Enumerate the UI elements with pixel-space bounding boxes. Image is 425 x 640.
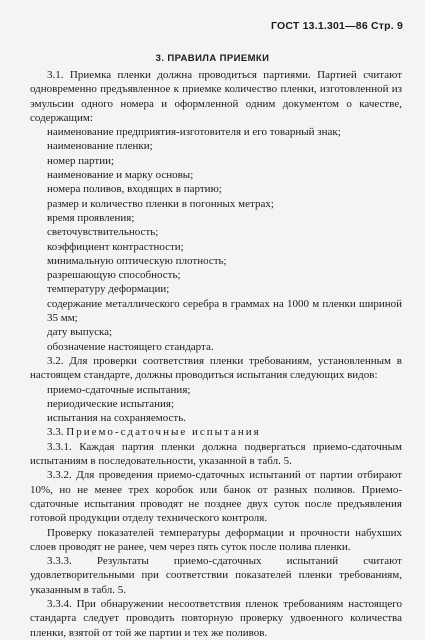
paragraph-3-3-2: 3.3.2. Для проведения приемо-сдаточных испытаний от партии отбирают 10%, но не менее трех коробок или банок от разных поливов. Приемо-сдаточные испытания проводят не позднее двух суток после предъявления готовой продукции отделу технического контроля. — [30, 469, 402, 525]
list-item: испытания на сохраняемость. — [47, 412, 186, 425]
paragraph-3-3-3: 3.3.3. Результаты приемо-сдаточных испытаний считают удовлетворительными при соответствии показателей пленки требованиям, указанным в табл. 5. — [30, 555, 402, 596]
list-item: наименование предприятия-изготовителя и его товарный знак; — [47, 126, 341, 139]
list-item: наименование пленки; — [47, 140, 153, 153]
paragraph-3-3-1: 3.3.1. Каждая партия пленки должна подвергаться приемо-сдаточным испытаниям в последовательности, указанной в табл. 5. — [30, 440, 402, 468]
list-item: номер партии; — [47, 154, 115, 167]
list-item: приемо-сдаточные испытания; — [47, 383, 191, 396]
list-item: дату выпуска; — [47, 326, 113, 339]
list-item: разрешающую способность; — [47, 269, 181, 282]
paragraph-3-1: 3.1. Приемка пленки должна проводиться партиями. Партией считают одновременно предъявленное к приемке количество пленки, изготовленной из эмульсии одного номера и оформленной одним документом о качестве, содержащим: — [30, 69, 402, 124]
document-contents-list — [30, 125, 402, 354]
list-item: номера поливов, входящих в партию; — [47, 183, 222, 196]
paragraph-check: Проверку показателей температуры деформации и прочности набухших слоев проводят не ранее, чем через пять суток после полива пленки. — [30, 526, 402, 553]
list-item: время проявления; — [47, 211, 135, 224]
list-item: коэффициент контрастности; — [47, 240, 184, 253]
list-item: температуру деформации; — [47, 283, 170, 296]
list-item: минимальную оптическую плотность; — [47, 254, 227, 267]
subsection-title: Приемо-сдаточные испытания — [66, 426, 261, 439]
paragraph-3-3-4: 3.3.4. При обнаружении несоответствия пленок требованиям настоящего стандарта следует проводить повторную проверку удвоенного количества пленки, взятой от той же партии и тех же поливов. — [30, 597, 402, 639]
list-item: светочувствительность; — [47, 226, 159, 239]
list-item: содержание металлического серебра в граммах на 1000 м пленки шириной 35 мм; — [47, 297, 402, 325]
test-types-list — [30, 383, 402, 426]
list-item: размер и количество пленки в погонных метрах; — [47, 197, 274, 210]
page-header: ГОСТ 13.1.301—86 Стр. 9 — [270, 20, 403, 32]
list-item: обозначение настоящего стандарта. — [47, 340, 214, 353]
subsection-number: 3.3. — [47, 426, 64, 439]
section-title: 3. ПРАВИЛА ПРИЕМКИ — [155, 53, 270, 64]
subsection-3-3-heading — [30, 425, 402, 439]
document-body — [30, 68, 402, 640]
paragraph-3-2: 3.2. Для проверки соответствия пленки требованиям, установленным в настоящем стандарте, должны проводиться испытания следующих видов: — [30, 354, 402, 382]
list-item: периодические испытания; — [47, 397, 175, 410]
list-item: наименование и марку основы; — [47, 169, 194, 182]
